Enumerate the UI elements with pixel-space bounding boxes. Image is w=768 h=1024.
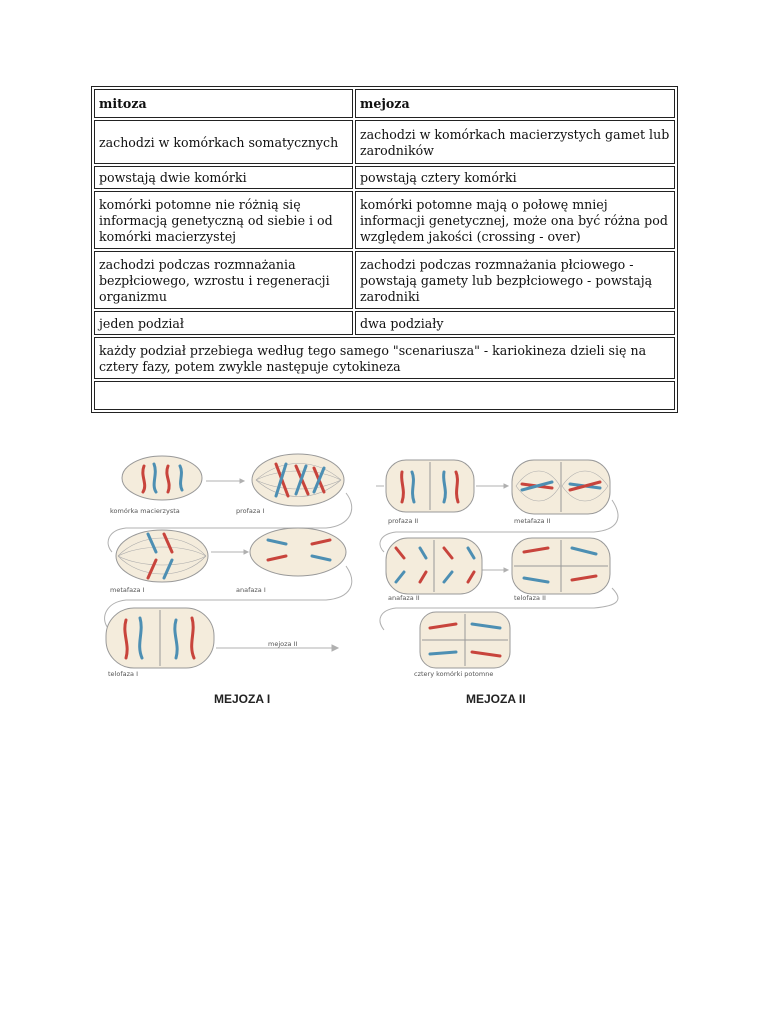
meiosis-2-diagram [372, 448, 642, 688]
table-header-row [94, 89, 675, 118]
label-meiosis-2-next: mejoza II [268, 640, 298, 648]
table-cell-merged: każdy podział przebiega według tego samego "scenariusza" - kariokineza dzieli się na cztery fazy, potem zwykle następuje cytokineza [94, 337, 675, 379]
table-row [94, 311, 675, 335]
label-metaphase-2: metafaza II [514, 517, 551, 525]
table-row [94, 191, 675, 249]
table-cell: powstają dwie komórki [94, 166, 353, 189]
label-four-daughter-cells: cztery komórki potomne [414, 670, 494, 678]
table-row [94, 120, 675, 164]
meiosis-1-diagram [96, 448, 356, 688]
label-anaphase-1: anafaza I [236, 586, 266, 594]
label-telophase-2: telofaza II [514, 594, 546, 602]
label-anaphase-2: anafaza II [388, 594, 420, 602]
table-cell: zachodzi podczas rozmnażania bezpłciowego, wzrostu i regeneracji organizmu [94, 251, 353, 309]
table-empty-row [94, 381, 675, 410]
table-row [94, 251, 675, 309]
meiosis-1-illustration [96, 448, 356, 688]
label-prophase-1: profaza I [236, 507, 265, 515]
header-mejoza: mejoza [355, 89, 675, 118]
table-cell: powstają cztery komórki [355, 166, 675, 189]
table-cell: zachodzi podczas rozmnażania płciowego - powstają gamety lub bezpłciowego - powstają zarodniki [355, 251, 675, 309]
header-mitoza: mitoza [94, 89, 353, 118]
table-cell: komórki potomne mają o połowę mniej informacji genetycznej, może ona być różna pod względem jakości (crossing - over) [355, 191, 675, 249]
label-metaphase-1: metafaza I [110, 586, 145, 594]
caption-meiosis-2: MEJOZA II [466, 692, 526, 706]
label-prophase-2: profaza II [388, 517, 419, 525]
table-cell: jeden podział [94, 311, 353, 335]
meiosis-2-illustration [372, 448, 642, 688]
table-cell: dwa podziały [355, 311, 675, 335]
table-cell-empty [94, 381, 675, 410]
table-merged-row [94, 337, 675, 379]
label-telophase-1: telofaza I [108, 670, 138, 678]
label-mother-cell: komórka macierzysta [110, 507, 180, 515]
table-cell: zachodzi w komórkach macierzystych gamet lub zarodników [355, 120, 675, 164]
mitosis-meiosis-table [91, 86, 678, 413]
caption-meiosis-1: MEJOZA I [214, 692, 271, 706]
table-cell: komórki potomne nie różnią się informacją genetyczną od siebie i od komórki macierzystej [94, 191, 353, 249]
table-row [94, 166, 675, 189]
table-cell: zachodzi w komórkach somatycznych [94, 120, 353, 164]
